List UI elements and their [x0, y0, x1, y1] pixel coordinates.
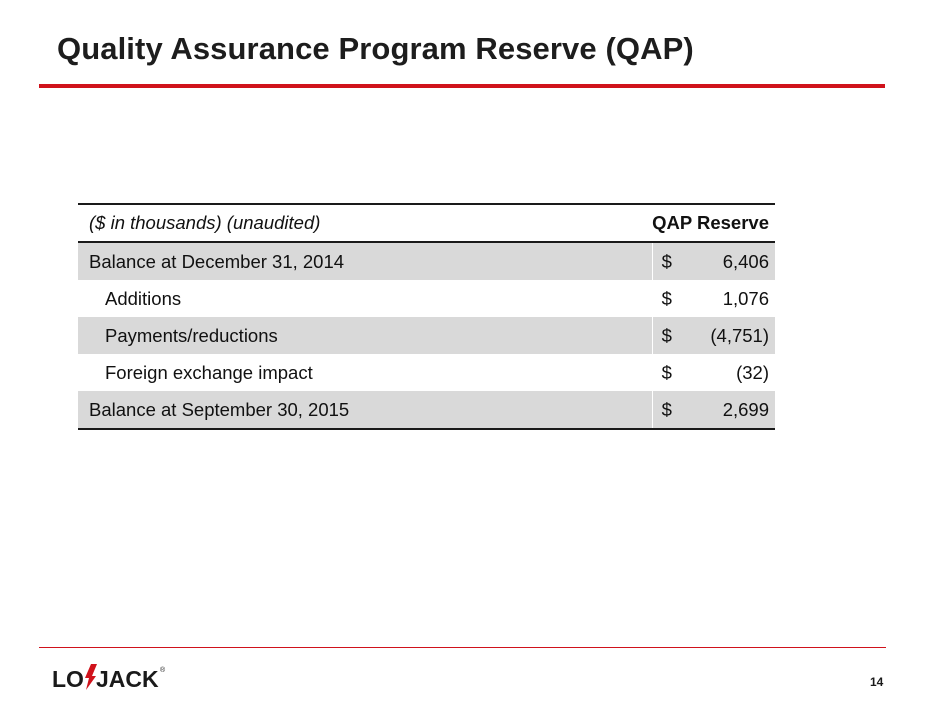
- row-label: Balance at December 31, 2014: [78, 242, 652, 280]
- row-currency: $: [652, 242, 702, 280]
- row-currency: $: [652, 280, 702, 317]
- qap-reserve-table: [78, 203, 775, 430]
- lojack-logo: [52, 663, 168, 691]
- table-row: [78, 391, 775, 429]
- row-currency: $: [652, 317, 702, 354]
- table-row: [78, 317, 775, 354]
- row-label: Additions: [105, 287, 182, 309]
- logo-text-jack: JACK: [96, 666, 159, 691]
- row-currency: $: [652, 391, 702, 429]
- table-header-row: [78, 204, 775, 242]
- title-divider: [39, 84, 885, 88]
- footer-divider: [39, 647, 886, 648]
- registered-mark: ®: [160, 667, 166, 674]
- header-label: ($ in thousands) (unaudited): [78, 204, 652, 242]
- row-value: 2,699: [702, 391, 775, 429]
- row-value: 6,406: [702, 242, 775, 280]
- logo-text-lo: LO: [52, 666, 84, 691]
- row-label: Payments/reductions: [78, 317, 652, 354]
- row-value: (4,751): [702, 317, 775, 354]
- row-label: Balance at September 30, 2015: [78, 391, 652, 429]
- header-value: QAP Reserve: [652, 204, 775, 242]
- table-row: [78, 354, 775, 391]
- row-value: 1,076: [722, 287, 769, 309]
- page-title: Quality Assurance Program Reserve (QAP): [57, 31, 694, 66]
- table-row: [78, 280, 775, 317]
- row-label: Foreign exchange impact: [105, 361, 313, 383]
- row-value: (32): [736, 361, 769, 383]
- table-row: [78, 242, 775, 280]
- row-currency: $: [652, 354, 702, 391]
- page-number: 14: [870, 675, 884, 689]
